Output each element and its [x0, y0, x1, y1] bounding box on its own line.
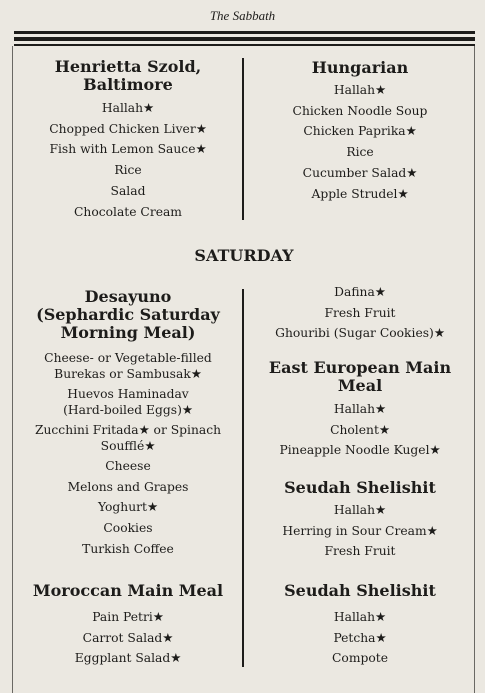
menu-hungarian — [246, 59, 474, 204]
header-rule — [14, 37, 475, 41]
menu-title: Desayuno (Sephardic Saturday Morning Meal) — [36, 287, 220, 342]
menu-items — [246, 80, 474, 204]
menu-item: Fresh Fruit — [324, 544, 396, 559]
menu-item: Fish with Lemon Sauce★ — [49, 142, 207, 157]
menu-item: Chicken Noodle Soup — [292, 103, 428, 118]
menu-item: Carrot Salad★ — [82, 630, 174, 645]
menu-item: Cookies — [103, 521, 153, 536]
menu-moroccan — [14, 582, 242, 669]
menu-items — [246, 282, 474, 344]
column-divider — [242, 58, 244, 220]
menu-item: Chicken Paprika★ — [303, 124, 417, 139]
day-heading: SATURDAY — [194, 246, 294, 265]
menu-henrietta-szold — [14, 58, 242, 222]
header-rule — [14, 31, 475, 34]
menu-items — [14, 607, 242, 669]
page-frame-line — [12, 46, 13, 693]
menu-item: Ghouribi (Sugar Cookies)★ — [275, 326, 445, 341]
menu-item: Cheese — [105, 459, 151, 473]
menu-item: Hallah★ — [333, 83, 387, 97]
menu-item: Herring in Sour Cream★ — [282, 523, 438, 538]
menu-item: Cucumber Salad★ — [302, 165, 418, 180]
menu-title: Hungarian — [311, 58, 409, 77]
menu-item: Chopped Chicken Liver★ — [49, 121, 207, 136]
menu-items — [14, 98, 242, 222]
menu-items — [14, 348, 242, 560]
menu-item: Turkish Coffee — [82, 541, 174, 556]
running-head: The Sabbath — [209, 8, 276, 23]
column-divider — [242, 289, 244, 667]
menu-seudah-shelishit — [246, 582, 474, 669]
menu-item: Hallah★ — [333, 402, 387, 416]
menu-title: Henrietta Szold, Baltimore — [54, 57, 202, 94]
menu-item: Chocolate Cream — [74, 204, 182, 219]
menu-east-european — [246, 359, 474, 461]
menu-item: Fresh Fruit — [324, 305, 396, 320]
menu-item: Apple Strudel★ — [311, 186, 409, 201]
menu-item: Melons and Grapes — [67, 479, 189, 494]
menu-item: Hallah★ — [333, 503, 387, 517]
menu-desayuno — [14, 288, 242, 560]
menu-item: Yoghurt★ — [97, 500, 158, 515]
menu-item: Rice — [346, 145, 374, 160]
menu-title: Seudah Shelishit — [284, 478, 436, 497]
menu-item: Eggplant Salad★ — [74, 651, 182, 666]
menu-item: Rice — [114, 163, 142, 178]
menu-items — [246, 607, 474, 669]
menu-items — [246, 500, 474, 562]
menu-item: Salad — [110, 183, 146, 198]
menu-title: East European Main Meal — [268, 358, 452, 395]
header-rule — [14, 44, 475, 46]
menu-item: Cheese- or Vegetable-filled Burekas or Sambusak★ — [44, 351, 212, 381]
menu-item: Pain Petri★ — [92, 610, 164, 624]
menu-item: Huevos Haminadav (Hard-boiled Eggs)★ — [63, 387, 193, 417]
menu-item: Cholent★ — [330, 422, 390, 437]
menu-seudah-shelishit — [246, 479, 474, 562]
menu-item: Dafina★ — [334, 285, 386, 299]
menu-item: Compote — [332, 651, 388, 666]
menu-items — [246, 399, 474, 461]
menu-title: Seudah Shelishit — [284, 581, 436, 600]
menu-item: Hallah★ — [101, 101, 155, 115]
menu-title: Moroccan Main Meal — [32, 581, 224, 600]
page-frame-line — [474, 46, 475, 693]
menu-item: Zucchini Fritada★ or Spinach Soufflé★ — [34, 423, 222, 453]
menu-item: Petcha★ — [333, 630, 387, 645]
menu-item: Hallah★ — [333, 610, 387, 624]
menu-moroccan-continued — [246, 282, 474, 344]
menu-item: Pineapple Noodle Kugel★ — [279, 443, 441, 458]
